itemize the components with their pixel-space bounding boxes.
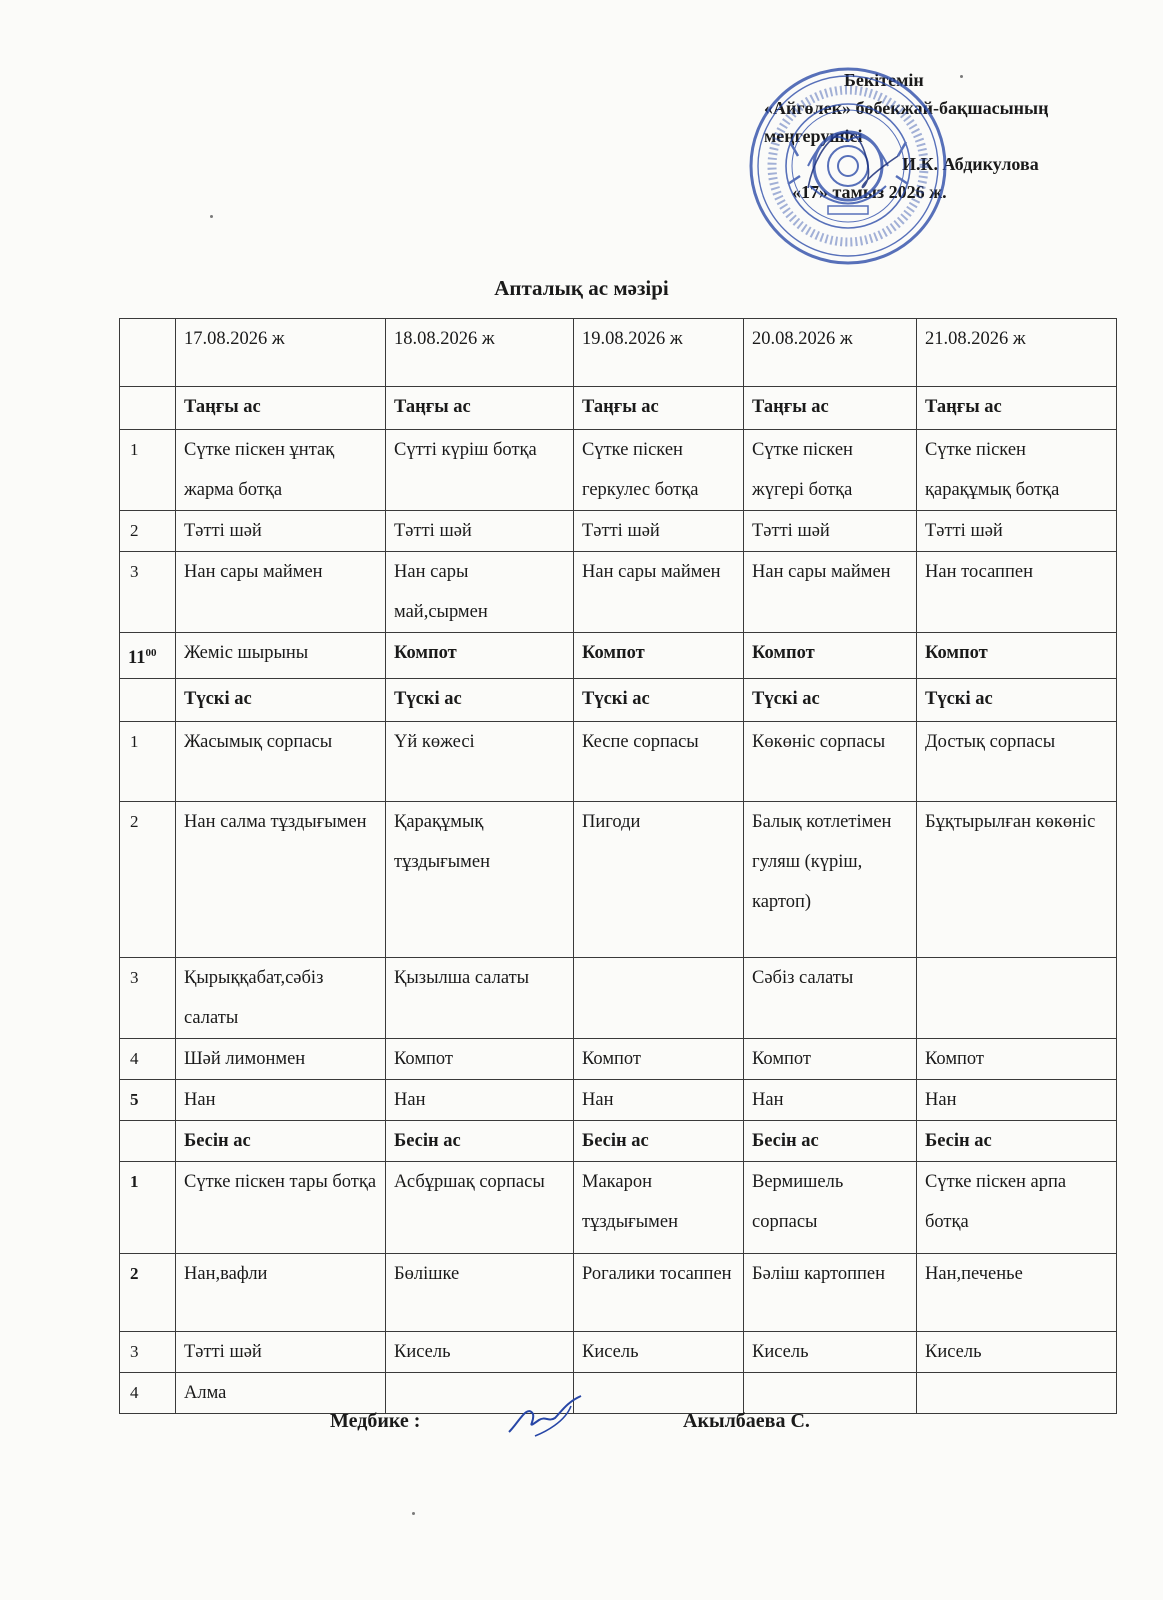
meal-header: Таңғы ас [917,387,1117,430]
menu-cell: Бұқтырылған көкөніс [917,802,1117,958]
official-round-stamp-icon [748,46,948,286]
meal-header: Түскі ас [386,679,574,722]
menu-cell: Сүтке піскен арпа ботқа [917,1162,1117,1254]
meal-header: Таңғы ас [386,387,574,430]
menu-cell: Үй көжесі [386,722,574,802]
menu-cell: Нан [176,1080,386,1121]
afternoon-header-row [120,1121,1117,1162]
date-cell: 20.08.2026 ж [744,319,917,387]
menu-cell: Компот [744,1039,917,1080]
menu-cell: Қызылша салаты [386,958,574,1039]
meal-header: Бесін ас [917,1121,1117,1162]
date-cell: 19.08.2026 ж [574,319,744,387]
row-number: 5 [120,1080,176,1121]
menu-cell: Алма [176,1373,386,1414]
menu-cell: Достық сорпасы [917,722,1117,802]
row-number: 2 [120,1254,176,1332]
menu-cell: Асбұршақ сорпасы [386,1162,574,1254]
menu-cell: Кисель [574,1332,744,1373]
menu-cell: Сүтке піскен жүгері ботқа [744,430,917,511]
snack-row [120,633,1117,679]
menu-cell: Жасымық сорпасы [176,722,386,802]
nurse-name: Акылбаева С. [683,1410,810,1432]
menu-cell: Балық котлетімен гуляш (күріш, картоп) [744,802,917,958]
date-cell: 18.08.2026 ж [386,319,574,387]
menu-cell [917,1373,1117,1414]
menu-cell [574,958,744,1039]
meal-header: Түскі ас [917,679,1117,722]
snack-time: $11^{00}$ [120,633,176,679]
menu-cell: Нан сары маймен [574,552,744,633]
menu-cell: Сүтке піскен қарақұмық ботқа [917,430,1117,511]
meal-header: Бесін ас [386,1121,574,1162]
menu-cell: Нан сары маймен [176,552,386,633]
menu-cell: Компот [917,633,1117,679]
menu-cell: Шәй лимонмен [176,1039,386,1080]
scan-speck [412,1512,415,1515]
table-row [120,1080,1117,1121]
menu-cell: Компот [574,1039,744,1080]
menu-cell: Нан [744,1080,917,1121]
menu-cell: Қырыққабат,сәбіз салаты [176,958,386,1039]
menu-cell: Компот [386,633,574,679]
breakfast-header-row [120,387,1117,430]
menu-cell: Нан сары маймен [744,552,917,633]
menu-cell: Компот [574,633,744,679]
meal-header: Түскі ас [744,679,917,722]
corner-cell [120,319,176,387]
table-row [120,722,1117,802]
menu-cell: Тәтті шәй [386,511,574,552]
table-row [120,552,1117,633]
menu-cell: Сүтке піскен геркулес ботқа [574,430,744,511]
table-row [120,1254,1117,1332]
table-row [120,958,1117,1039]
menu-cell: Сүтті күріш ботқа [386,430,574,511]
meal-header: Таңғы ас [176,387,386,430]
menu-cell: Көкөніс сорпасы [744,722,917,802]
menu-cell: Кисель [386,1332,574,1373]
row-number: 3 [120,958,176,1039]
menu-cell: Компот [744,633,917,679]
scan-speck [210,215,213,218]
approval-heading: Бекітемін [844,70,924,90]
table-row [120,511,1117,552]
menu-cell: Тәтті шәй [744,511,917,552]
approval-position: меңгерушісі [764,126,863,146]
menu-cell: Бөлішке [386,1254,574,1332]
page-title: Апталық ас мәзірі [494,276,669,300]
meal-header: Таңғы ас [744,387,917,430]
menu-cell: Кеспе сорпасы [574,722,744,802]
approval-director-name: И.К. Абдикулова [902,154,1039,174]
menu-cell: Сүтке піскен тары ботқа [176,1162,386,1254]
date-cell: 17.08.2026 ж [176,319,386,387]
row-number: 4 [120,1373,176,1414]
table-row [120,802,1117,958]
nurse-label: Медбике : [330,1410,421,1432]
row-number: 3 [120,552,176,633]
menu-cell: Нан,вафли [176,1254,386,1332]
menu-cell [917,958,1117,1039]
row-number: 4 [120,1039,176,1080]
menu-cell: Тәтті шәй [176,1332,386,1373]
menu-cell: Нан салма тұздығымен [176,802,386,958]
menu-cell: Нан [574,1080,744,1121]
table-row [120,1039,1117,1080]
menu-cell: Сәбіз салаты [744,958,917,1039]
row-number: 2 [120,511,176,552]
table-row [120,1373,1117,1414]
menu-cell: Нан [386,1080,574,1121]
table-row [120,430,1117,511]
menu-cell: Макарон тұздығымен [574,1162,744,1254]
table-row [120,1162,1117,1254]
menu-cell: Вермишель сорпасы [744,1162,917,1254]
meal-header: Таңғы ас [574,387,744,430]
table-row [120,1332,1117,1373]
menu-cell: Пигоди [574,802,744,958]
row-number: 1 [120,430,176,511]
menu-cell: Нан,печенье [917,1254,1117,1332]
meal-header: Бесін ас [176,1121,386,1162]
meal-header: Бесін ас [574,1121,744,1162]
approval-institution: «Айгөлек» бөбекжай-бақшасының [764,98,1049,118]
menu-cell: Кисель [917,1332,1117,1373]
date-header-row [120,319,1117,387]
menu-cell: Нан сары май,сырмен [386,552,574,633]
row-number: 3 [120,1332,176,1373]
menu-cell [574,1373,744,1414]
row-number: 1 [120,1162,176,1254]
menu-cell: Жеміс шырыны [176,633,386,679]
menu-cell: Нан [917,1080,1117,1121]
menu-cell: Тәтті шәй [917,511,1117,552]
menu-cell: Компот [917,1039,1117,1080]
menu-cell: Кисель [744,1332,917,1373]
menu-cell: Нан тосаппен [917,552,1117,633]
meal-header: Бесін ас [744,1121,917,1162]
menu-cell: Тәтті шәй [574,511,744,552]
meal-header: Түскі ас [176,679,386,722]
row-number: 2 [120,802,176,958]
menu-cell: Бәліш картоппен [744,1254,917,1332]
row-number: 1 [120,722,176,802]
menu-cell [744,1373,917,1414]
lunch-header-row [120,679,1117,722]
scan-speck [960,75,963,78]
menu-cell: Сүтке піскен ұнтақ жарма ботқа [176,430,386,511]
weekly-menu-table [119,318,1117,1414]
meal-header: Түскі ас [574,679,744,722]
menu-cell: Компот [386,1039,574,1080]
date-cell: 21.08.2026 ж [917,319,1117,387]
menu-cell: Қарақұмық тұздығымен [386,802,574,958]
approval-date: «17» тамыз 2026 ж. [792,182,947,202]
handwritten-signature-icon [505,1392,585,1442]
menu-cell: Тәтті шәй [176,511,386,552]
menu-cell: Рогалики тосаппен [574,1254,744,1332]
